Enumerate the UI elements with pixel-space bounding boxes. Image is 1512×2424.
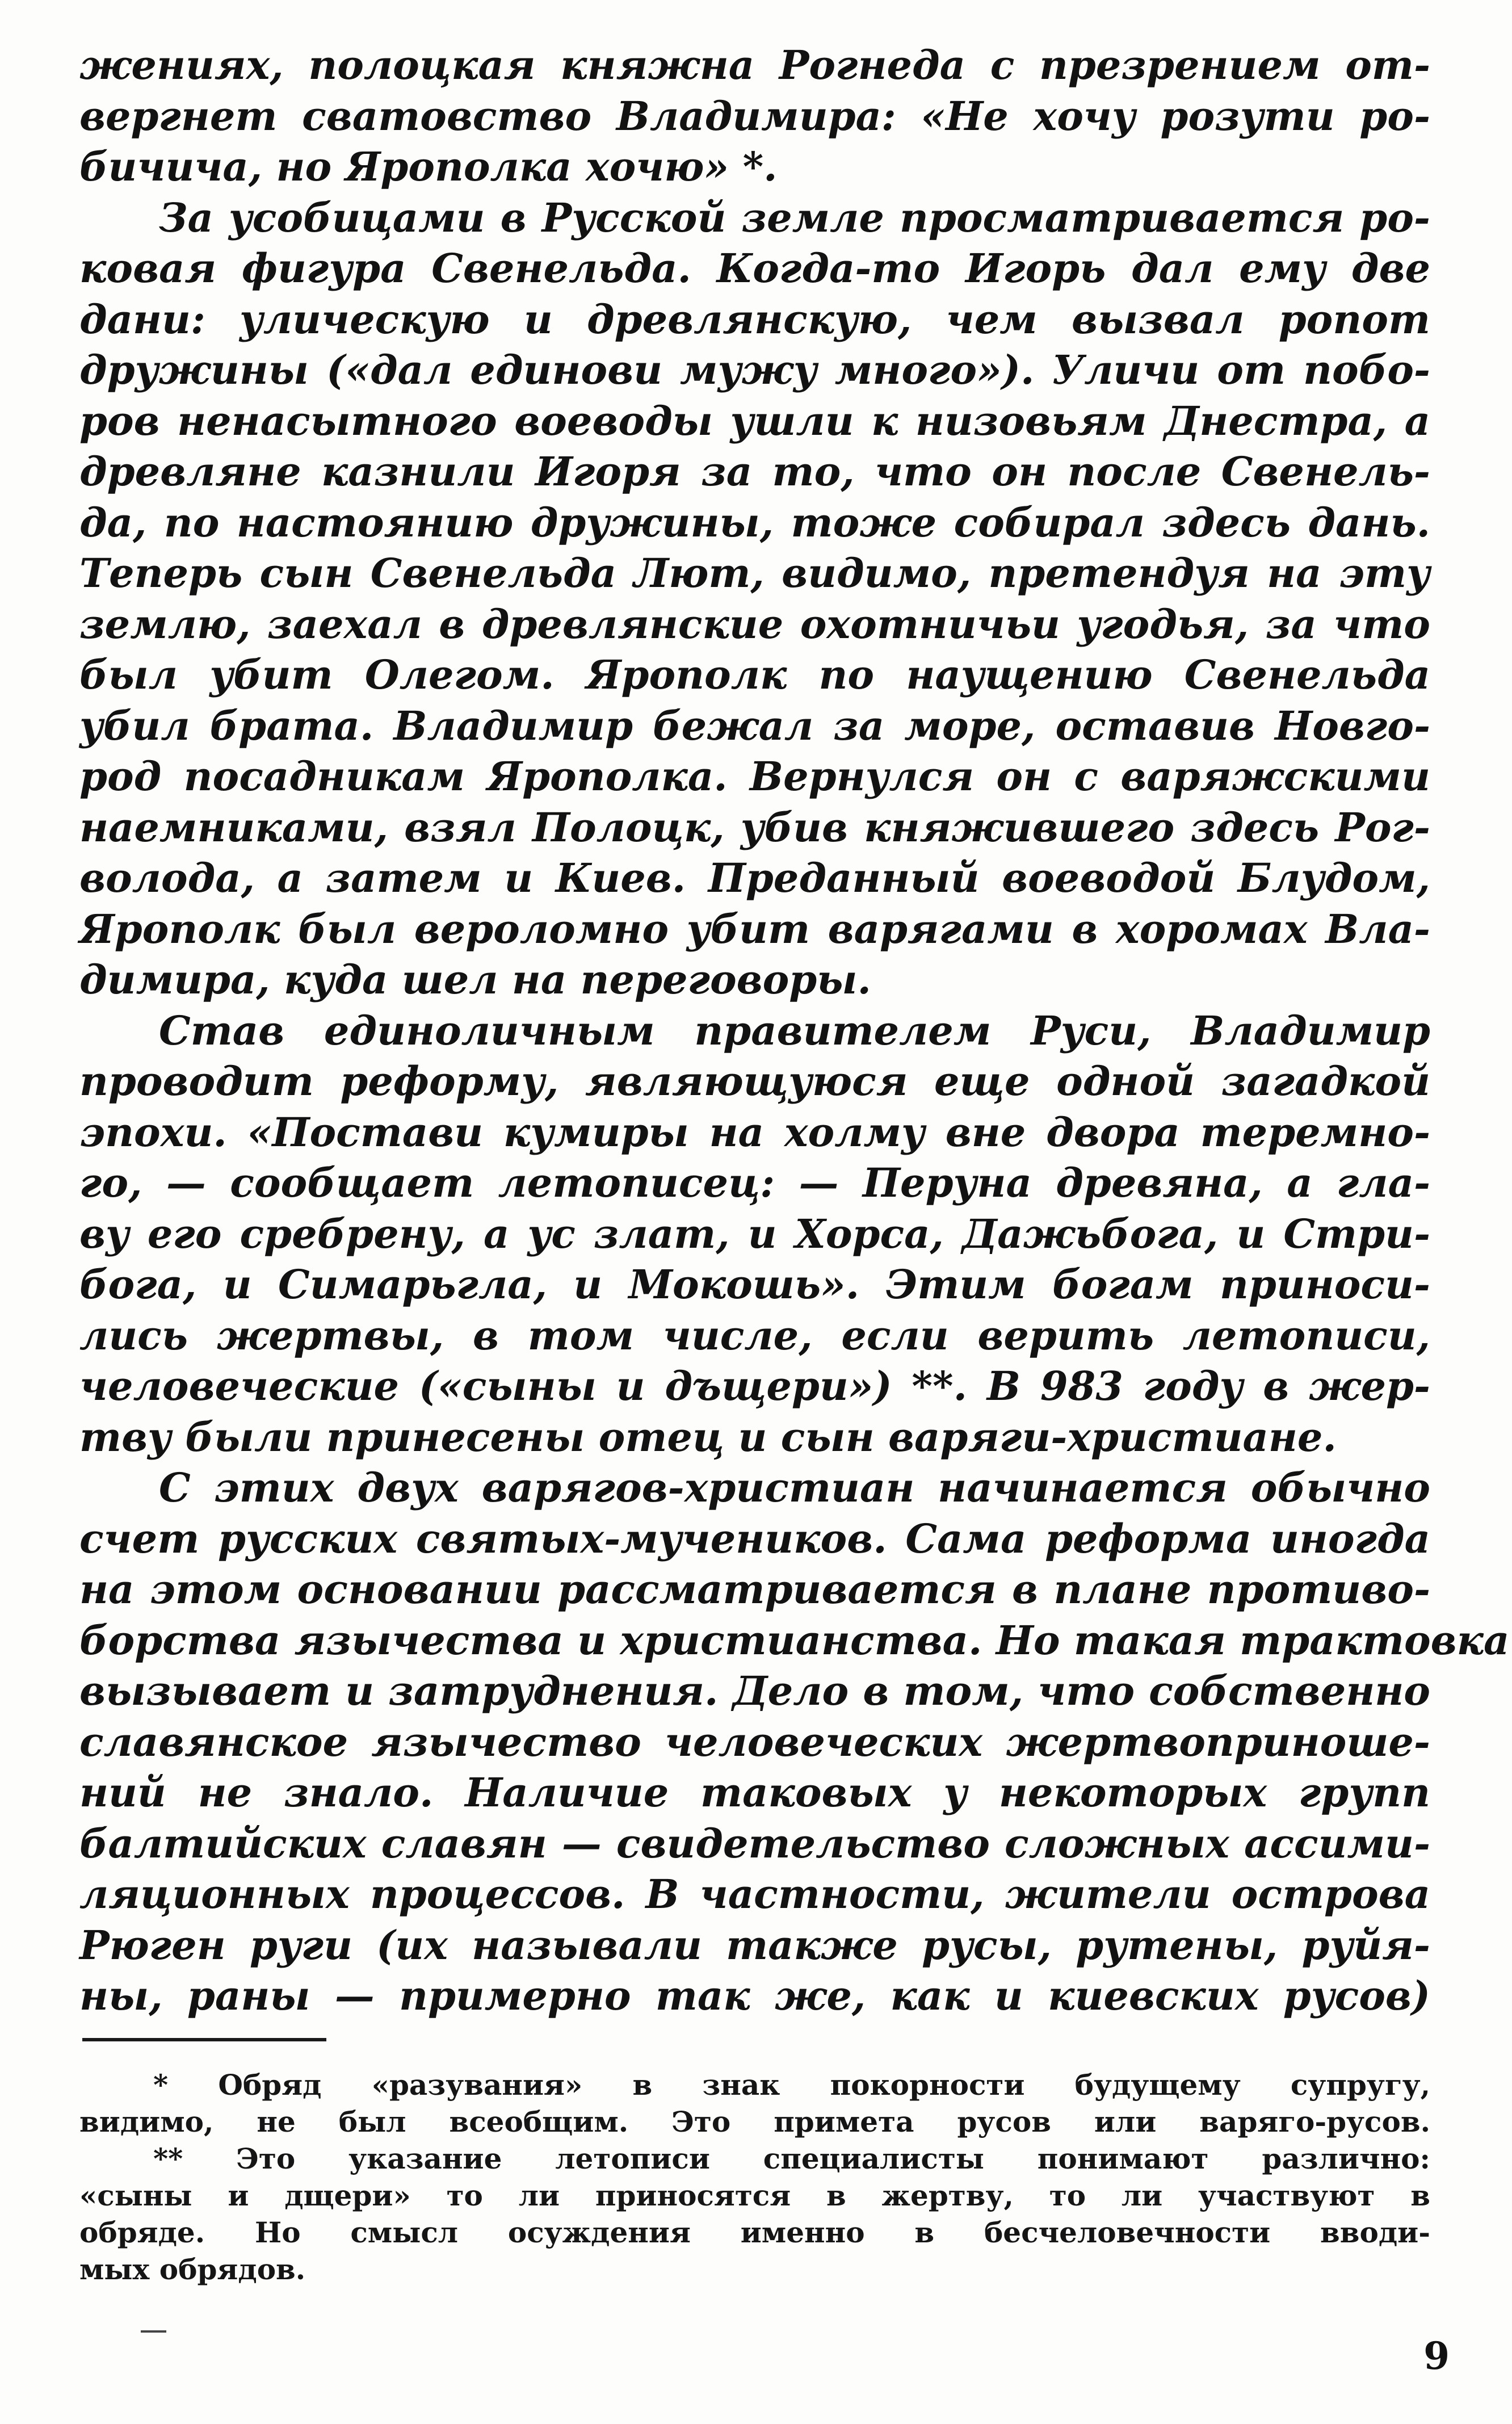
text-line: димира, куда шел на переговоры. — [79, 956, 871, 1003]
text-line: бичича, но Ярополка хочю» *. — [79, 143, 778, 190]
text-line: дани: улическую и древлянскую, чем вызвал ропот — [79, 295, 1430, 343]
footnote-line: обряде. Но смысл осуждения именно в бесчеловечности вводи- — [79, 2216, 1430, 2249]
text-line: ны, раны — примерно так же, как и киевских русов) — [79, 1972, 1430, 2019]
text-line: наемниками, взял Полоцк, убив княжившего здесь Рог- — [79, 803, 1430, 851]
text-line: ву его сребрену, а ус злат, и Хорса, Дажьбога, и Стри- — [79, 1210, 1430, 1257]
footnotes-block — [79, 2066, 1430, 2288]
paragraph-start-line: За усобицами в Русской земле просматривается ро- — [159, 194, 1430, 241]
main-text-column — [79, 40, 1510, 2022]
footnote-line: * Обряд «разувания» в знак покорности будущему супругу, — [153, 2068, 1430, 2102]
text-line: древляне казнили Игоря за то, что он после Свенель- — [79, 448, 1430, 495]
text-line: волода, а затем и Киев. Преданный воеводой Блудом, — [79, 854, 1430, 901]
text-line: жениях, полоцкая княжна Рогнеда с презрением от- — [79, 41, 1430, 89]
page-number: 9 — [1423, 2334, 1450, 2378]
text-line: лись жертвы, в том числе, если верить летописи, — [79, 1311, 1430, 1359]
footnote-line: «сыны и дщери» то ли приносятся в жертву, то ли участвуют в — [79, 2179, 1430, 2212]
print-mark — [141, 2330, 166, 2333]
footnote-line: мых обрядов. — [79, 2253, 306, 2286]
text-line: тву были принесены отец и сын варяги-христиане. — [79, 1413, 1337, 1461]
text-line: землю, заехал в древлянские охотничьи угодья, за что — [79, 600, 1430, 648]
text-line: вергнет сватовство Владимира: «Не хочу розути ро- — [79, 92, 1430, 140]
text-line: человеческие («сыны и дъщери») **. В 983 году в жер- — [79, 1362, 1430, 1410]
text-line: ковая фигура Свенельда. Когда-то Игорь дал ему две — [79, 245, 1430, 292]
paragraph-start-line: Став единоличным правителем Руси, Владимир — [159, 1006, 1430, 1054]
footnote-line: видимо, не был всеобщим. Это примета русов или варяго-русов. — [79, 2105, 1430, 2138]
text-line: го, — сообщает летописец: — Перуна древяна, а гла- — [79, 1159, 1430, 1206]
text-line: балтийских славян — свидетельство сложных ассими- — [79, 1819, 1430, 1867]
text-line: на этом основании рассматривается в плане противо- — [79, 1566, 1430, 1613]
footnote-line: ** Это указание летописи специалисты понимают различно: — [153, 2142, 1430, 2175]
text-line: Рюген руги (их называли также русы, рутены, руйя- — [79, 1921, 1430, 1969]
text-line: убил брата. Владимир бежал за море, оставив Новго- — [79, 702, 1430, 749]
paragraph-start-line: С этих двух варягов-христиан начинается обычно — [159, 1464, 1430, 1511]
text-line: Ярополк был вероломно убит варягами в хоромах Вла- — [79, 905, 1430, 953]
text-line: ляционных процессов. В частности, жители острова — [79, 1871, 1430, 1918]
text-line: Теперь сын Свенельда Лют, видимо, претендуя на эту — [79, 550, 1430, 597]
text-line: проводит реформу, являющуюся еще одной загадкой — [79, 1058, 1430, 1105]
text-line: счет русских святых-мучеников. Сама реформа иногда — [79, 1515, 1430, 1562]
text-line: вызывает и затруднения. Дело в том, что собственно — [79, 1667, 1430, 1714]
text-line: славянское язычество человеческих жертвоприноше- — [79, 1718, 1430, 1765]
text-line: эпохи. «Постави кумиры на холму вне двора теремно- — [79, 1108, 1430, 1156]
text-line: род посадникам Ярополка. Вернулся он с варяжскими — [79, 753, 1430, 800]
text-line: ний не знало. Наличие таковых у некоторых групп — [79, 1769, 1430, 1816]
text-line: ров ненасытного воеводы ушли к низовьям Днестра, а — [79, 397, 1430, 444]
footnote-separator — [82, 2038, 326, 2041]
text-line: борства язычества и христианства. Но такая трактовка — [79, 1616, 1510, 1664]
text-line: бога, и Симарьгла, и Мокошь». Этим богам приноси- — [79, 1261, 1430, 1308]
text-line: дружины («дал единови мужу много»). Уличи от побо- — [79, 346, 1430, 393]
text-line: да, по настоянию дружины, тоже собирал здесь дань. — [79, 498, 1430, 546]
text-line: был убит Олегом. Ярополк по наущению Свенельда — [79, 651, 1430, 698]
